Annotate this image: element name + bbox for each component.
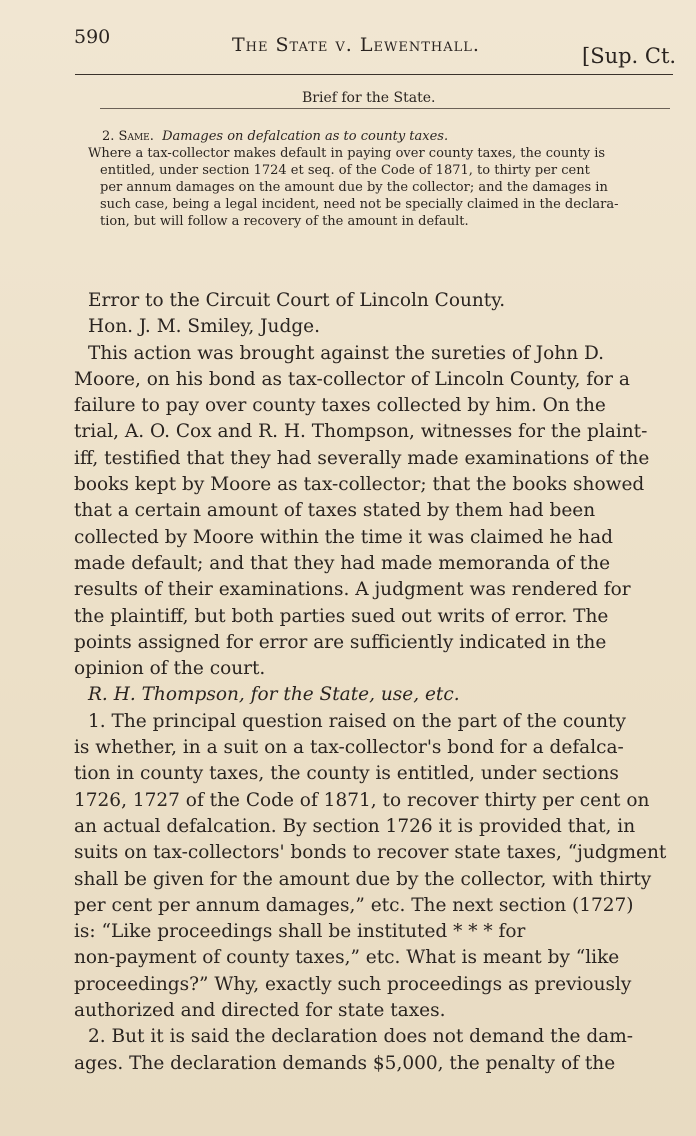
body-line: is whether, in a suit on a tax-collector's bond for a defalca- bbox=[74, 737, 624, 759]
body-line: points assigned for error are sufficiently indicated in the bbox=[74, 631, 607, 653]
body-line: Moore, on his bond as tax-collector of Lincoln County, for a bbox=[74, 368, 630, 390]
body-line: ages. The declaration demands $5,000, the penalty of the bbox=[74, 1052, 616, 1074]
headnote-line: tion, but will follow a recovery of the amount in default. bbox=[100, 214, 469, 229]
body-line: iff, testified that they had severally made examinations of the bbox=[74, 447, 650, 469]
body-line: 1726, 1727 of the Code of 1871, to recover thirty per cent on bbox=[74, 789, 650, 811]
body-line: failure to pay over county taxes collected by him. On the bbox=[74, 395, 606, 417]
brief-rule bbox=[100, 108, 670, 109]
counsel-line: R. H. Thompson, for the State, use, etc. bbox=[88, 684, 460, 706]
page-number: 590 bbox=[74, 26, 111, 48]
body-line: This action was brought against the sureties of John D. bbox=[88, 342, 605, 364]
case-caption: Error to the Circuit Court of Lincoln County. bbox=[88, 290, 506, 311]
headnote-heading-num: 2. Same. bbox=[102, 129, 154, 144]
body-line: non-payment of county taxes,” etc. What is meant by “like bbox=[74, 947, 620, 969]
running-title: The State v. Lewenthall. bbox=[232, 34, 480, 56]
body-line: shall be given for the amount due by the collector, with thirty bbox=[74, 868, 652, 890]
headnote-heading-text: Damages on defalcation as to county taxes. bbox=[162, 129, 449, 144]
body-line: 1. The principal question raised on the part of the county bbox=[88, 710, 626, 732]
body-line: per cent per annum damages,” etc. The next section (1727) bbox=[74, 894, 634, 916]
body-line: that a certain amount of taxes stated by them had been bbox=[74, 500, 596, 522]
body-line: tion in county taxes, the county is entitled, under sections bbox=[74, 763, 619, 785]
headnote-heading bbox=[74, 128, 672, 145]
headnote-line: entitled, under section 1724 et seq. of the Code of 1871, to thirty per cent bbox=[100, 163, 590, 178]
body-line: the plaintiff, but both parties sued out writs of error. The bbox=[74, 605, 609, 627]
body-line: an actual defalcation. By section 1726 it is provided that, in bbox=[74, 815, 636, 837]
court-label: [Sup. Ct. bbox=[582, 44, 677, 68]
body-line: opinion of the court. bbox=[74, 658, 266, 680]
judge-line: Hon. J. M. Smiley, Judge. bbox=[88, 316, 320, 338]
body-line: proceedings?” Why, exactly such proceedings as previously bbox=[74, 973, 632, 995]
body-line: suits on tax-collectors' bonds to recover state taxes, “judgment bbox=[74, 842, 667, 864]
headnote-line: per annum damages on the amount due by the collector; and the damages in bbox=[100, 180, 608, 195]
brief-label: Brief for the State. bbox=[302, 90, 436, 106]
headnote-line: such case, being a legal incident, need not be specially claimed in the declara- bbox=[100, 197, 619, 212]
headnote bbox=[74, 128, 672, 230]
body-line: made default; and that they had made memoranda of the bbox=[74, 552, 611, 574]
body-line: trial, A. O. Cox and R. H. Thompson, witnesses for the plaint- bbox=[74, 421, 648, 443]
headnote-line: Where a tax-collector makes default in paying over county taxes, the county is bbox=[88, 146, 606, 161]
header-rule bbox=[75, 74, 673, 75]
body-line: is: “Like proceedings shall be instituted * * * for bbox=[74, 921, 526, 943]
body-line: collected by Moore within the time it was claimed he had bbox=[74, 526, 613, 548]
body-line: 2. But it is said the declaration does not demand the dam- bbox=[88, 1026, 633, 1048]
body-line: books kept by Moore as tax-collector; that the books showed bbox=[74, 474, 645, 496]
body-text bbox=[74, 288, 667, 1077]
body-line: authorized and directed for state taxes. bbox=[74, 1000, 446, 1022]
body-line: results of their examinations. A judgment was rendered for bbox=[74, 579, 631, 601]
